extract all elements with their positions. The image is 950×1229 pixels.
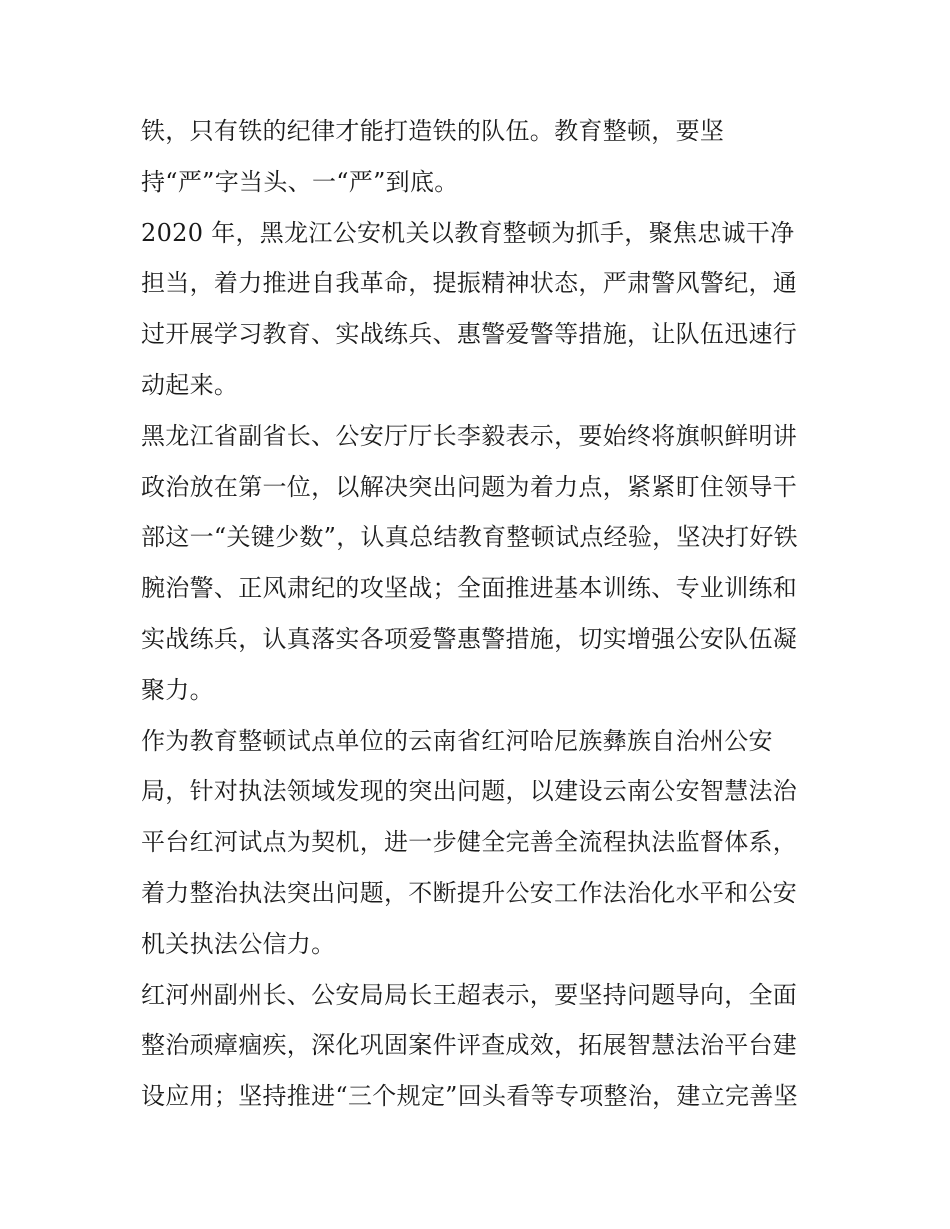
text-line: 部这一“关键少数”，认真总结教育整顿试点经验，坚决打好铁	[141, 523, 798, 552]
text-line: 整治顽瘴痼疾，深化巩固案件评查成效，拓展智慧法治平台建	[141, 1031, 798, 1060]
text-line: 机关执法公信力。	[141, 929, 336, 958]
text-line: 实战练兵，认真落实各项爱警惠警措施，切实增强公安队伍凝	[141, 624, 798, 653]
text-line: 动起来。	[141, 370, 239, 399]
text-line: 着力整治执法突出问题，不断提升公安工作法治化水平和公安	[141, 878, 798, 907]
text-line: 过开展学习教育、实战练兵、惠警爱警等措施，让队伍迅速行	[141, 320, 798, 349]
article-body	[141, 106, 821, 1122]
text-line: 局，针对执法领域发现的突出问题，以建设云南公安智慧法治	[141, 777, 798, 806]
text-line: 铁，只有铁的纪律才能打造铁的队伍。教育整顿，要坚	[141, 117, 725, 145]
text-line: 设应用；坚持推进“三个规定”回头看等专项整治，建立完善坚	[141, 1082, 798, 1111]
text-line: 2020 年，黑龙江公安机关以教育整顿为抓手，聚焦忠诚干净	[141, 218, 795, 247]
text-line: 黑龙江省副省长、公安厅厅长李毅表示，要始终将旗帜鲜明讲	[141, 421, 798, 450]
text-line: 红河州副州长、公安局局长王超表示，要坚持问题导向，全面	[141, 980, 798, 1009]
text-line: 平台红河试点为契机，进一步健全完善全流程执法监督体系，	[141, 828, 798, 857]
text-line: 作为教育整顿试点单位的云南省红河哈尼族彝族自治州公安	[141, 726, 773, 755]
text-line: 聚力。	[141, 675, 214, 704]
text-line: 持“严”字当头、一“严”到底。	[141, 167, 459, 196]
text-line: 政治放在第一位，以解决突出问题为着力点，紧紧盯住领导干	[141, 472, 798, 501]
text-line: 腕治警、正风肃纪的攻坚战；全面推进基本训练、专业训练和	[141, 574, 798, 603]
text-line: 担当，着力推进自我革命，提振精神状态，严肃警风警纪，通	[141, 269, 798, 298]
